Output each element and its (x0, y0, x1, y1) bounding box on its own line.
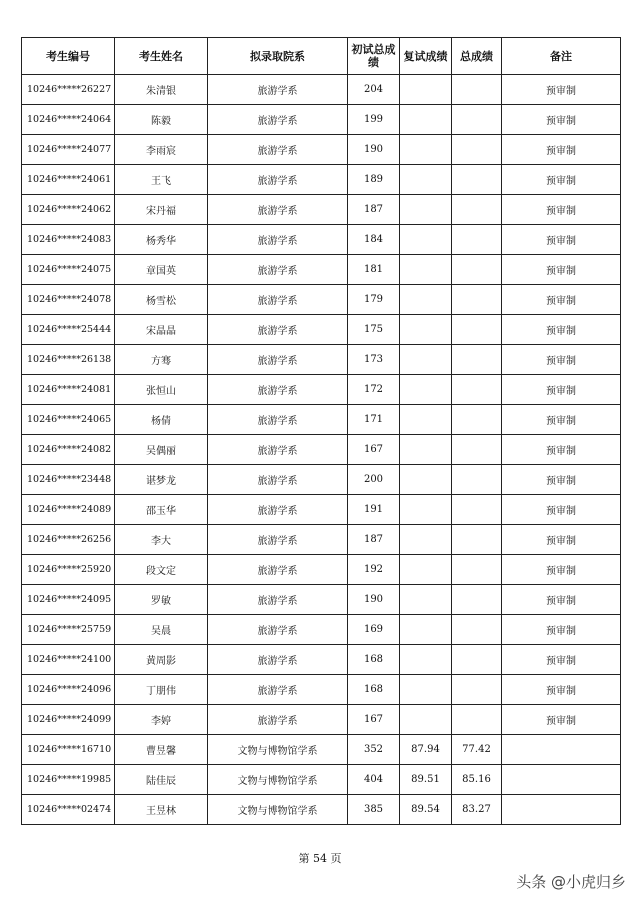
cell-id: 10246*****16710 (22, 735, 115, 765)
cell-dept: 旅游学系 (208, 135, 348, 165)
cell-retest (400, 165, 452, 195)
cell-note: 预审制 (502, 405, 621, 435)
cell-name: 段文定 (115, 555, 208, 585)
table-row (22, 795, 621, 825)
table-row (22, 285, 621, 315)
header-name: 考生姓名 (115, 38, 208, 75)
cell-retest (400, 495, 452, 525)
cell-note: 预审制 (502, 105, 621, 135)
cell-total: 85.16 (452, 765, 502, 795)
cell-note: 预审制 (502, 165, 621, 195)
cell-dept: 旅游学系 (208, 165, 348, 195)
cell-dept: 旅游学系 (208, 315, 348, 345)
cell-initial: 168 (348, 645, 400, 675)
cell-id: 10246*****24061 (22, 165, 115, 195)
cell-name: 王昱林 (115, 795, 208, 825)
cell-initial: 199 (348, 105, 400, 135)
table-row (22, 705, 621, 735)
table-row (22, 435, 621, 465)
cell-total (452, 555, 502, 585)
table-row (22, 225, 621, 255)
cell-id: 10246*****24081 (22, 375, 115, 405)
table-row (22, 375, 621, 405)
header-total: 总成绩 (452, 38, 502, 75)
cell-total (452, 225, 502, 255)
cell-initial: 187 (348, 525, 400, 555)
cell-id: 10246*****24082 (22, 435, 115, 465)
cell-retest (400, 705, 452, 735)
cell-id: 10246*****24075 (22, 255, 115, 285)
cell-total (452, 705, 502, 735)
cell-id: 10246*****24077 (22, 135, 115, 165)
cell-name: 邵玉华 (115, 495, 208, 525)
cell-initial: 173 (348, 345, 400, 375)
cell-name: 丁朋伟 (115, 675, 208, 705)
cell-total (452, 615, 502, 645)
cell-dept: 旅游学系 (208, 435, 348, 465)
header-dept: 拟录取院系 (208, 38, 348, 75)
cell-name: 宋丹福 (115, 195, 208, 225)
cell-initial: 168 (348, 675, 400, 705)
table-row (22, 615, 621, 645)
cell-id: 10246*****19985 (22, 765, 115, 795)
cell-retest (400, 525, 452, 555)
cell-id: 10246*****24062 (22, 195, 115, 225)
cell-id: 10246*****24078 (22, 285, 115, 315)
table-row (22, 585, 621, 615)
cell-name: 张恒山 (115, 375, 208, 405)
cell-initial: 172 (348, 375, 400, 405)
header-id: 考生编号 (22, 38, 115, 75)
cell-note: 预审制 (502, 255, 621, 285)
cell-retest (400, 585, 452, 615)
cell-initial: 200 (348, 465, 400, 495)
cell-name: 李大 (115, 525, 208, 555)
cell-dept: 旅游学系 (208, 465, 348, 495)
cell-id: 10246*****23448 (22, 465, 115, 495)
cell-dept: 文物与博物馆学系 (208, 765, 348, 795)
cell-retest (400, 75, 452, 105)
cell-id: 10246*****25759 (22, 615, 115, 645)
cell-total (452, 585, 502, 615)
cell-name: 陆佳辰 (115, 765, 208, 795)
cell-total (452, 165, 502, 195)
cell-note: 预审制 (502, 435, 621, 465)
cell-total (452, 405, 502, 435)
cell-name: 吴偶丽 (115, 435, 208, 465)
cell-initial: 187 (348, 195, 400, 225)
cell-initial: 179 (348, 285, 400, 315)
cell-total: 83.27 (452, 795, 502, 825)
cell-retest (400, 255, 452, 285)
cell-total (452, 375, 502, 405)
cell-total (452, 135, 502, 165)
cell-retest (400, 675, 452, 705)
cell-retest (400, 465, 452, 495)
table-row (22, 645, 621, 675)
cell-retest (400, 615, 452, 645)
cell-initial: 171 (348, 405, 400, 435)
cell-id: 10246*****24083 (22, 225, 115, 255)
cell-note: 预审制 (502, 495, 621, 525)
cell-name: 朱清银 (115, 75, 208, 105)
table-row (22, 105, 621, 135)
table-row (22, 405, 621, 435)
cell-dept: 文物与博物馆学系 (208, 795, 348, 825)
cell-name: 宋晶晶 (115, 315, 208, 345)
cell-retest (400, 105, 452, 135)
cell-name: 杨雪松 (115, 285, 208, 315)
cell-dept: 旅游学系 (208, 555, 348, 585)
cell-dept: 旅游学系 (208, 495, 348, 525)
cell-note: 预审制 (502, 705, 621, 735)
cell-note: 预审制 (502, 75, 621, 105)
cell-retest (400, 405, 452, 435)
cell-dept: 旅游学系 (208, 285, 348, 315)
cell-name: 方骞 (115, 345, 208, 375)
table-row (22, 735, 621, 765)
cell-name: 杨秀华 (115, 225, 208, 255)
cell-retest: 89.51 (400, 765, 452, 795)
cell-initial: 191 (348, 495, 400, 525)
table-row (22, 75, 621, 105)
cell-initial: 169 (348, 615, 400, 645)
cell-id: 10246*****26138 (22, 345, 115, 375)
cell-note: 预审制 (502, 555, 621, 585)
table-row (22, 195, 621, 225)
cell-id: 10246*****24100 (22, 645, 115, 675)
cell-name: 曹昱馨 (115, 735, 208, 765)
cell-dept: 文物与博物馆学系 (208, 735, 348, 765)
cell-retest (400, 135, 452, 165)
cell-total: 77.42 (452, 735, 502, 765)
table-row (22, 315, 621, 345)
cell-initial: 190 (348, 585, 400, 615)
cell-note: 预审制 (502, 465, 621, 495)
cell-dept: 旅游学系 (208, 105, 348, 135)
cell-dept: 旅游学系 (208, 375, 348, 405)
cell-note: 预审制 (502, 225, 621, 255)
cell-dept: 旅游学系 (208, 405, 348, 435)
cell-total (452, 465, 502, 495)
cell-note: 预审制 (502, 675, 621, 705)
cell-initial: 385 (348, 795, 400, 825)
cell-total (452, 645, 502, 675)
cell-name: 陈毅 (115, 105, 208, 135)
watermark: 头条 @小虎归乡 (516, 873, 626, 891)
cell-total (452, 435, 502, 465)
cell-retest (400, 315, 452, 345)
cell-total (452, 315, 502, 345)
cell-initial: 204 (348, 75, 400, 105)
cell-note: 预审制 (502, 285, 621, 315)
cell-total (452, 495, 502, 525)
cell-name: 黄周影 (115, 645, 208, 675)
header-initial: 初试总成绩 (348, 38, 400, 75)
cell-total (452, 255, 502, 285)
cell-name: 吴晨 (115, 615, 208, 645)
cell-note (502, 765, 621, 795)
cell-dept: 旅游学系 (208, 225, 348, 255)
cell-name: 杨倩 (115, 405, 208, 435)
cell-note: 预审制 (502, 615, 621, 645)
cell-initial: 192 (348, 555, 400, 585)
cell-initial: 175 (348, 315, 400, 345)
cell-total (452, 525, 502, 555)
header-retest: 复试成绩 (400, 38, 452, 75)
cell-id: 10246*****24089 (22, 495, 115, 525)
cell-note: 预审制 (502, 585, 621, 615)
cell-dept: 旅游学系 (208, 645, 348, 675)
cell-retest (400, 345, 452, 375)
cell-total (452, 195, 502, 225)
header-note: 备注 (502, 38, 621, 75)
table-row (22, 555, 621, 585)
cell-name: 罗敏 (115, 585, 208, 615)
cell-retest (400, 375, 452, 405)
cell-id: 10246*****24095 (22, 585, 115, 615)
cell-dept: 旅游学系 (208, 675, 348, 705)
cell-retest (400, 645, 452, 675)
table-row (22, 465, 621, 495)
cell-name: 章国英 (115, 255, 208, 285)
cell-id: 10246*****24099 (22, 705, 115, 735)
cell-id: 10246*****26227 (22, 75, 115, 105)
cell-total (452, 285, 502, 315)
cell-note (502, 735, 621, 765)
cell-initial: 167 (348, 435, 400, 465)
cell-id: 10246*****24096 (22, 675, 115, 705)
cell-initial: 352 (348, 735, 400, 765)
cell-dept: 旅游学系 (208, 525, 348, 555)
cell-retest (400, 435, 452, 465)
cell-name: 李雨宸 (115, 135, 208, 165)
table-body (22, 75, 621, 825)
cell-id: 10246*****24065 (22, 405, 115, 435)
cell-id: 10246*****02474 (22, 795, 115, 825)
page-number: 第 54 页 (298, 852, 342, 865)
cell-note (502, 795, 621, 825)
cell-retest (400, 555, 452, 585)
table-row (22, 135, 621, 165)
cell-total (452, 105, 502, 135)
table-row (22, 525, 621, 555)
cell-dept: 旅游学系 (208, 195, 348, 225)
cell-retest (400, 195, 452, 225)
cell-id: 10246*****25920 (22, 555, 115, 585)
score-table (21, 37, 621, 825)
cell-note: 预审制 (502, 375, 621, 405)
cell-note: 预审制 (502, 195, 621, 225)
cell-initial: 190 (348, 135, 400, 165)
cell-retest (400, 225, 452, 255)
table-row (22, 255, 621, 285)
table-row (22, 345, 621, 375)
cell-total (452, 675, 502, 705)
cell-retest: 89.54 (400, 795, 452, 825)
table-row (22, 675, 621, 705)
cell-note: 预审制 (502, 345, 621, 375)
cell-dept: 旅游学系 (208, 255, 348, 285)
cell-total (452, 75, 502, 105)
cell-note: 预审制 (502, 315, 621, 345)
cell-initial: 181 (348, 255, 400, 285)
cell-name: 李婷 (115, 705, 208, 735)
cell-initial: 167 (348, 705, 400, 735)
table-row (22, 165, 621, 195)
cell-name: 谌梦龙 (115, 465, 208, 495)
cell-note: 预审制 (502, 645, 621, 675)
cell-dept: 旅游学系 (208, 615, 348, 645)
table-row (22, 765, 621, 795)
cell-initial: 184 (348, 225, 400, 255)
cell-dept: 旅游学系 (208, 585, 348, 615)
cell-dept: 旅游学系 (208, 705, 348, 735)
cell-initial: 189 (348, 165, 400, 195)
cell-total (452, 345, 502, 375)
cell-dept: 旅游学系 (208, 345, 348, 375)
cell-id: 10246*****24064 (22, 105, 115, 135)
cell-name: 王飞 (115, 165, 208, 195)
cell-note: 预审制 (502, 525, 621, 555)
cell-id: 10246*****25444 (22, 315, 115, 345)
cell-initial: 404 (348, 765, 400, 795)
cell-dept: 旅游学系 (208, 75, 348, 105)
table-row (22, 495, 621, 525)
cell-id: 10246*****26256 (22, 525, 115, 555)
cell-note: 预审制 (502, 135, 621, 165)
cell-retest: 87.94 (400, 735, 452, 765)
header-row (22, 38, 621, 75)
cell-retest (400, 285, 452, 315)
